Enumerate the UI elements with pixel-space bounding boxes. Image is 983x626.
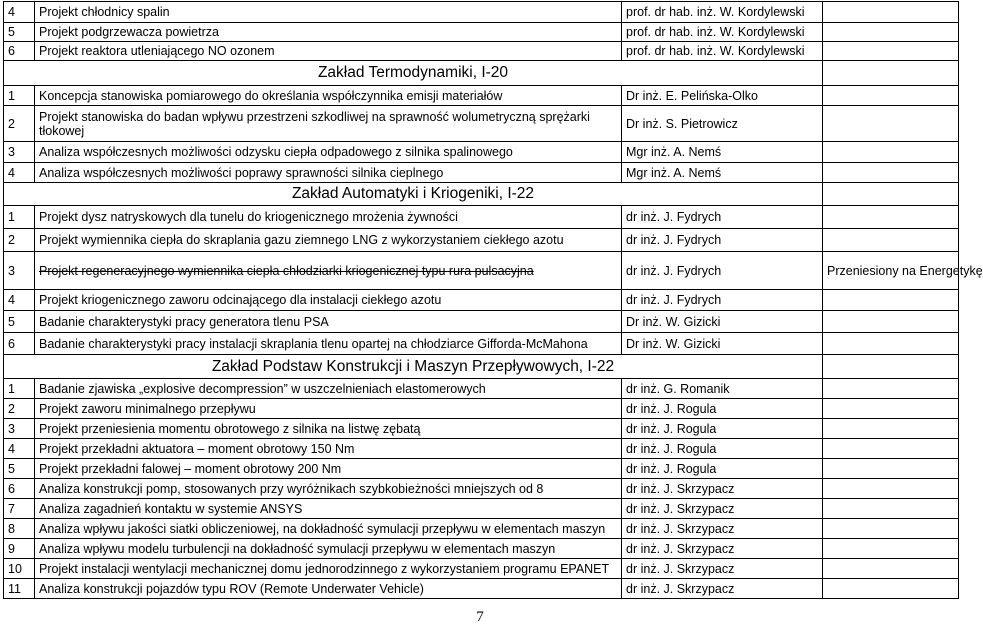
supervisor: dr inż. J. Rogula (622, 459, 823, 479)
row-number: 4 (4, 290, 35, 311)
table-row (4, 311, 959, 333)
topic-title: Badanie charakterystyki pracy generatora tlenu PSA (35, 311, 622, 333)
supervisor: Mgr inż. A. Nemś (622, 163, 823, 183)
table-row (4, 519, 959, 539)
note-cell (823, 229, 959, 252)
note-cell (823, 61, 959, 86)
table-row (4, 333, 959, 355)
note-cell (823, 439, 959, 459)
table-row (4, 2, 959, 23)
topic-title: Analiza współczesnych możliwości poprawy sprawności silnika cieplnego (35, 163, 622, 183)
topic-title: Projekt kriogenicznego zaworu odcinającego dla instalacji ciekłego azotu (35, 290, 622, 311)
row-number: 6 (4, 333, 35, 355)
transfer-note: Przeniesiony na Energetykę (823, 252, 959, 290)
table-row (4, 579, 959, 599)
note-cell (823, 106, 959, 142)
row-number: 6 (4, 479, 35, 499)
table-row (4, 379, 959, 399)
supervisor: dr inż. J. Rogula (622, 439, 823, 459)
supervisor: Dr inż. E. Pelińska-Olko (622, 86, 823, 106)
table-row (4, 399, 959, 419)
supervisor: dr inż. J. Fydrych (622, 252, 823, 290)
row-number: 8 (4, 519, 35, 539)
table-row (4, 439, 959, 459)
row-number: 1 (4, 86, 35, 106)
topic-title: Analiza współczesnych możliwości odzysku ciepła odpadowego z silnika spalinowego (35, 142, 622, 163)
row-number: 3 (4, 419, 35, 439)
table-row (4, 163, 959, 183)
supervisor: dr inż. J. Rogula (622, 419, 823, 439)
topic-title: Projekt zaworu minimalnego przepływu (35, 399, 622, 419)
row-number: 6 (4, 42, 35, 61)
table-row (4, 42, 959, 61)
topic-title: Projekt przekładni falowej – moment obrotowy 200 Nm (35, 459, 622, 479)
row-number: 4 (4, 439, 35, 459)
row-number: 11 (4, 579, 35, 599)
table-row (4, 252, 959, 290)
note-cell (823, 86, 959, 106)
topic-title: Analiza zagadnień kontaktu w systemie ANSYS (35, 499, 622, 519)
section-title: Zakład Podstaw Konstrukcji i Maszyn Przepływowych, I-22 (4, 355, 823, 379)
table-row (4, 459, 959, 479)
topic-title: Projekt dysz natryskowych dla tunelu do kriogenicznego mrożenia żywności (35, 206, 622, 229)
note-cell (823, 459, 959, 479)
note-cell (823, 311, 959, 333)
table-row (4, 479, 959, 499)
table-row (4, 23, 959, 42)
topic-title: Projekt podgrzewacza powietrza (35, 23, 622, 42)
section-header (4, 355, 959, 379)
row-number: 4 (4, 2, 35, 23)
topic-title: Analiza konstrukcji pomp, stosowanych przy wyróżnikach szybkobieżności mniejszych od 8 (35, 479, 622, 499)
topic-title: Projekt reaktora utleniającego NO ozonem (35, 42, 622, 61)
supervisor: prof. dr hab. inż. W. Kordylewski (622, 2, 823, 23)
supervisor: dr inż. J. Skrzypacz (622, 559, 823, 579)
row-number: 3 (4, 252, 35, 290)
topic-title: Badanie zjawiska „explosive decompression” w uszczelnieniach elastomerowych (35, 379, 622, 399)
supervisor: Mgr inż. A. Nemś (622, 142, 823, 163)
table-row (4, 419, 959, 439)
topic-title: Projekt chłodnicy spalin (35, 2, 622, 23)
supervisor: dr inż. J. Fydrych (622, 206, 823, 229)
supervisor: dr inż. G. Romanik (622, 379, 823, 399)
supervisor: Dr inż. W. Gizicki (622, 311, 823, 333)
row-number: 9 (4, 539, 35, 559)
table-row (4, 559, 959, 579)
table-row (4, 206, 959, 229)
note-cell (823, 206, 959, 229)
note-cell (823, 519, 959, 539)
table-row (4, 142, 959, 163)
page-number: 7 (476, 609, 484, 625)
note-cell (823, 419, 959, 439)
section-header (4, 61, 959, 86)
topic-title: Analiza wpływu modelu turbulencji na dokładność symulacji przepływu w elementach maszyn (35, 539, 622, 559)
supervisor: dr inż. J. Skrzypacz (622, 539, 823, 559)
section-title: Zakład Termodynamiki, I-20 (4, 61, 823, 86)
table-row (4, 499, 959, 519)
topic-title-struck: Projekt regeneracyjnego wymiennika ciepła chłodziarki kriogenicznej typu rura pulsacyjna (35, 252, 622, 290)
topic-title: Projekt instalacji wentylacji mechanicznej domu jednorodzinnego z wykorzystaniem programu EPANET (35, 559, 622, 579)
row-number: 10 (4, 559, 35, 579)
supervisor: Dr inż. W. Gizicki (622, 333, 823, 355)
note-cell (823, 539, 959, 559)
note-cell (823, 399, 959, 419)
table-row (4, 290, 959, 311)
note-cell (823, 142, 959, 163)
table-row (4, 229, 959, 252)
row-number: 2 (4, 106, 35, 142)
supervisor: dr inż. J. Fydrych (622, 229, 823, 252)
table-row (4, 539, 959, 559)
row-number: 3 (4, 142, 35, 163)
topic-title: Analiza konstrukcji pojazdów typu ROV (Remote Underwater Vehicle) (35, 579, 622, 599)
row-number: 7 (4, 499, 35, 519)
note-cell (823, 379, 959, 399)
topic-title: Projekt wymiennika ciepła do skraplania gazu ziemnego LNG z wykorzystaniem ciekłego azotu (35, 229, 622, 252)
row-number: 2 (4, 229, 35, 252)
note-cell (823, 333, 959, 355)
row-number: 5 (4, 23, 35, 42)
topic-title: Projekt przekładni aktuatora – moment obrotowy 150 Nm (35, 439, 622, 459)
note-cell (823, 163, 959, 183)
supervisor: dr inż. J. Fydrych (622, 290, 823, 311)
note-cell (823, 42, 959, 61)
note-cell (823, 23, 959, 42)
section-title: Zakład Automatyki i Kriogeniki, I-22 (4, 183, 823, 206)
table-row (4, 106, 959, 142)
supervisor: prof. dr hab. inż. W. Kordylewski (622, 23, 823, 42)
supervisor: dr inż. J. Skrzypacz (622, 479, 823, 499)
note-cell (823, 559, 959, 579)
row-number: 2 (4, 399, 35, 419)
note-cell (823, 2, 959, 23)
note-cell (823, 183, 959, 206)
row-number: 4 (4, 163, 35, 183)
supervisor: prof. dr hab. inż. W. Kordylewski (622, 42, 823, 61)
supervisor: Dr inż. S. Pietrowicz (622, 106, 823, 142)
topics-table (3, 1, 983, 599)
row-number: 1 (4, 206, 35, 229)
topic-title: Analiza wpływu jakości siatki obliczeniowej, na dokładność symulacji przepływu w elementach maszyn (35, 519, 622, 539)
topic-title: Badanie charakterystyki pracy instalacji skraplania tlenu opartej na chłodziarce Gifforda-McMahona (35, 333, 622, 355)
row-number: 5 (4, 459, 35, 479)
row-number: 5 (4, 311, 35, 333)
supervisor: dr inż. J. Skrzypacz (622, 519, 823, 539)
row-number: 1 (4, 379, 35, 399)
topic-title: Projekt stanowiska do badan wpływu przestrzeni szkodliwej na sprawność wolumetryczną sprężarki tłokowej (35, 106, 622, 142)
note-cell (823, 579, 959, 599)
topic-title: Koncepcja stanowiska pomiarowego do określania współczynnika emisji materiałów (35, 86, 622, 106)
supervisor: dr inż. J. Skrzypacz (622, 499, 823, 519)
supervisor: dr inż. J. Skrzypacz (622, 579, 823, 599)
note-cell (823, 499, 959, 519)
supervisor: dr inż. J. Rogula (622, 399, 823, 419)
section-header (4, 183, 959, 206)
topic-title: Projekt przeniesienia momentu obrotowego z silnika na listwę zębatą (35, 419, 622, 439)
table-row (4, 86, 959, 106)
note-cell (823, 355, 959, 379)
note-cell (823, 290, 959, 311)
note-cell (823, 479, 959, 499)
document-page (3, 1, 983, 599)
